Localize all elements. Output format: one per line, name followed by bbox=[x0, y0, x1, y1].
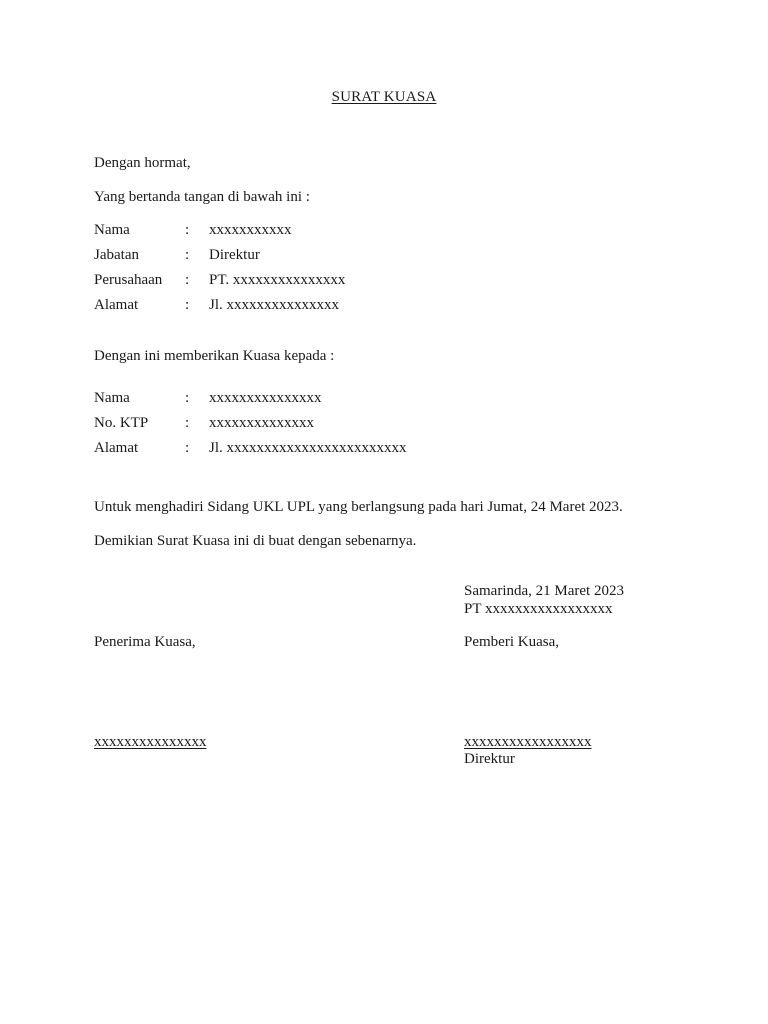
grantee-ktp-value: xxxxxxxxxxxxxx bbox=[209, 415, 314, 431]
grantor-company-value: PT. xxxxxxxxxxxxxxx bbox=[209, 272, 346, 288]
grantee-ktp-label: No. KTP bbox=[94, 415, 149, 431]
grantor-name-label: Nama bbox=[94, 222, 130, 238]
giver-label: Pemberi Kuasa, bbox=[464, 634, 559, 650]
grantee-address-colon: : bbox=[185, 440, 190, 456]
intro-text: Yang bertanda tangan di bawah ini : bbox=[94, 189, 310, 205]
receiver-signature-name: xxxxxxxxxxxxxxx bbox=[94, 734, 207, 750]
grantor-address-colon: : bbox=[185, 297, 190, 313]
closing-text: Demikian Surat Kuasa ini di buat dengan sebenarnya. bbox=[94, 533, 417, 549]
grantee-name-value: xxxxxxxxxxxxxxx bbox=[209, 390, 322, 406]
grantee-name-label: Nama bbox=[94, 390, 130, 406]
grantee-name-colon: : bbox=[185, 390, 190, 406]
greeting: Dengan hormat, bbox=[94, 155, 191, 171]
purpose-text: Untuk menghadiri Sidang UKL UPL yang berlangsung pada hari Jumat, 24 Maret 2023. bbox=[94, 499, 623, 515]
grantor-position-value: Direktur bbox=[209, 247, 260, 263]
grantor-company-colon: : bbox=[185, 272, 190, 288]
grant-intro-text: Dengan ini memberikan Kuasa kepada : bbox=[94, 348, 335, 364]
grantor-position-colon: : bbox=[185, 247, 190, 263]
grantor-company-label: Perusahaan bbox=[94, 272, 163, 288]
grantor-position-label: Jabatan bbox=[94, 247, 139, 263]
company-name: PT xxxxxxxxxxxxxxxxx bbox=[464, 601, 613, 617]
grantee-address-label: Alamat bbox=[94, 440, 139, 456]
receiver-label: Penerima Kuasa, bbox=[94, 634, 196, 650]
giver-signature-name: xxxxxxxxxxxxxxxxx bbox=[464, 734, 592, 750]
grantor-address-value: Jl. xxxxxxxxxxxxxxx bbox=[209, 297, 340, 313]
grantee-address-value: Jl. xxxxxxxxxxxxxxxxxxxxxxxx bbox=[209, 440, 407, 456]
grantor-address-label: Alamat bbox=[94, 297, 139, 313]
grantee-ktp-colon: : bbox=[185, 415, 190, 431]
document-title: SURAT KUASA bbox=[331, 89, 437, 105]
grantor-name-colon: : bbox=[185, 222, 190, 238]
grantor-name-value: xxxxxxxxxxx bbox=[209, 222, 292, 238]
giver-position: Direktur bbox=[464, 751, 515, 767]
place-date: Samarinda, 21 Maret 2023 bbox=[464, 583, 624, 599]
